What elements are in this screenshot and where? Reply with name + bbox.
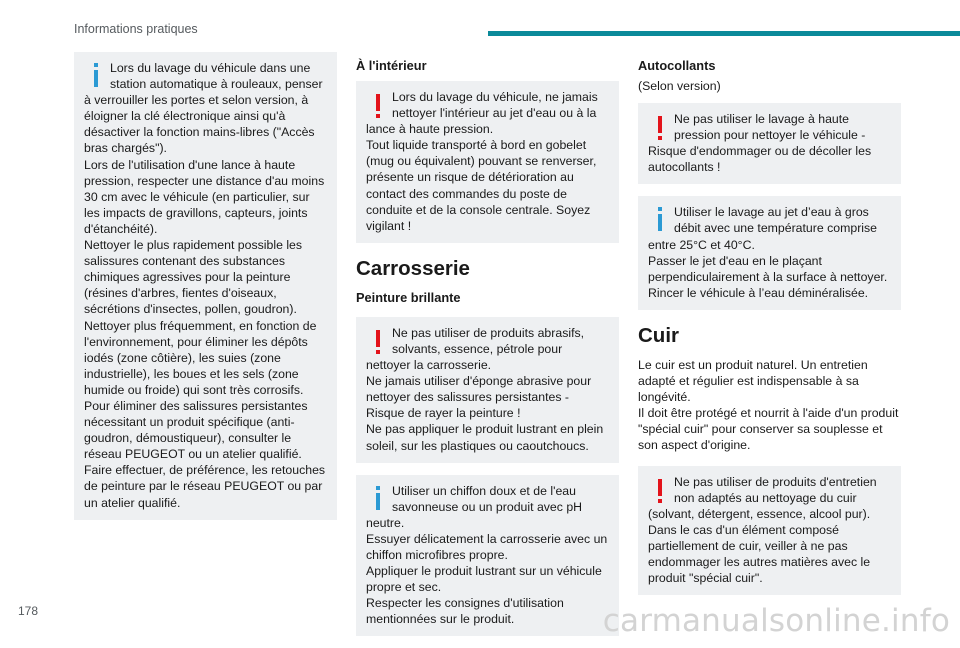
column-3 — [638, 58, 901, 607]
section-title-cuir: Cuir — [638, 323, 679, 347]
note-text: Ne pas utiliser le lavage à haute pression pour nettoyer le véhicule - Risque d'endommager ou de décoller les autocollants ! — [648, 112, 872, 175]
warning-note-stickers — [638, 103, 901, 184]
note-text: Ne pas utiliser de produits abrasifs, solvants, essence, pétrole pour nettoyer la carrosserie. Ne jamais utiliser d'éponge abrasive pour nettoyer des salissures persistantes - Risque de rayer la peinture ! Ne pas appliquer le produit lustrant en plein soleil, sur les plastiques ou caoutchoucs. — [366, 325, 604, 453]
running-header: Informations pratiques — [74, 22, 198, 36]
column-1 — [74, 52, 337, 532]
subheading-stickers: Autocollants — [638, 58, 716, 73]
info-icon — [84, 61, 106, 91]
note-text: Ne pas utiliser de produits d'entretien non adaptés au nettoyage du cuir (solvant, détergent, essence, alcool pur). Dans le cas d'un élément composé partiellement de cuir, veiller à ne pas endommager les autres matières avec le produit "spécial cuir". — [648, 474, 877, 586]
subheading-paint: Peinture brillante — [356, 289, 461, 305]
warning-icon — [366, 326, 388, 356]
warning-note-interior — [356, 81, 619, 243]
column-2 — [356, 58, 619, 648]
warning-icon — [648, 475, 670, 505]
section-title-carrosserie: Carrosserie — [356, 256, 470, 280]
header-rule — [488, 31, 960, 36]
info-icon — [366, 484, 388, 514]
note-text: Utiliser le lavage au jet d’eau à gros débit avec une température comprise entre 25°C et 40°C. Passer le jet d'eau en le plaçant perpendiculairement à la surface à nettoyer. Rincer le véhicule à l’eau déminéralisée. — [648, 205, 888, 300]
warning-note-leather — [638, 466, 901, 596]
note-text: Lors du lavage du véhicule dans une station automatique à rouleaux, penser à verrouiller les portes et selon version, à éloigner la clé électronique ainsi qu'à désactiver la fonction mains-libres ("Accès bras chargés"). Lors de l'utilisation d'une lance à haute pression, respecter une distance d'au moins 30 cm avec le véhicule (en particulier, sur les impacts de gravillons, capteurs, joints d'étanchéité). Nettoyer le plus rapidement possible les salissures contenant des substances chimiques agressives pour la peinture (résines d'arbres, fientes d'oiseaux, sécrétions d'insectes, pollen, goudron). Nettoyer plus fréquemment, en fonction de l'environnement, pour éliminer les dépôts iodés (zone côtière), les suies (zone industrielle), les boues et les sels (zone humide ou froide) qui sont très corrosifs. Pour éliminer des salissures persistantes nécessitant un produit spécifique (anti-goudron, démoustiqueur), consulter le réseau PEUGEOT ou un atelier qualifié. Faire effectuer, de préférence, les retouches de peinture par le réseau PEUGEOT ou par un atelier qualifié. — [84, 61, 326, 510]
leather-text: Le cuir est un produit naturel. Un entretien adapté et régulier est indispensable à sa longévité. Il doit être protégé et nourrit à l'aide d'un produit "spécial cuir" pour conserver sa souplesse et son aspect d'origine. — [638, 357, 899, 453]
info-note-paint — [356, 475, 619, 637]
stickers-version: (Selon version) — [638, 79, 721, 93]
subheading-interior: À l'intérieur — [356, 58, 427, 73]
warning-note-paint — [356, 317, 619, 463]
info-note-stickers — [638, 196, 901, 310]
page-number: 178 — [18, 604, 39, 618]
info-note-washing — [74, 52, 337, 520]
warning-icon — [366, 90, 388, 120]
note-text: Lors du lavage du véhicule, ne jamais nettoyer l'intérieur au jet d'eau ou à la lance à haute pression. Tout liquide transporté à bord en gobelet (mug ou équivalent) pouvant se renverser, présente un risque de détérioration au contact des commandes du poste de conduite et de la console centrale. Soyez vigilant ! — [366, 90, 598, 233]
warning-icon — [648, 112, 670, 142]
watermark: carmanualsonline.info — [602, 603, 950, 639]
note-text: Utiliser un chiffon doux et de l'eau savonneuse ou un produit avec pH neutre. Essuyer délicatement la carrosserie avec un chiffon microfibres propre. Appliquer le produit lustrant sur un véhicule propre et sec. Respecter les consignes d'utilisation mentionnées sur le produit. — [366, 483, 608, 627]
info-icon — [648, 205, 670, 235]
